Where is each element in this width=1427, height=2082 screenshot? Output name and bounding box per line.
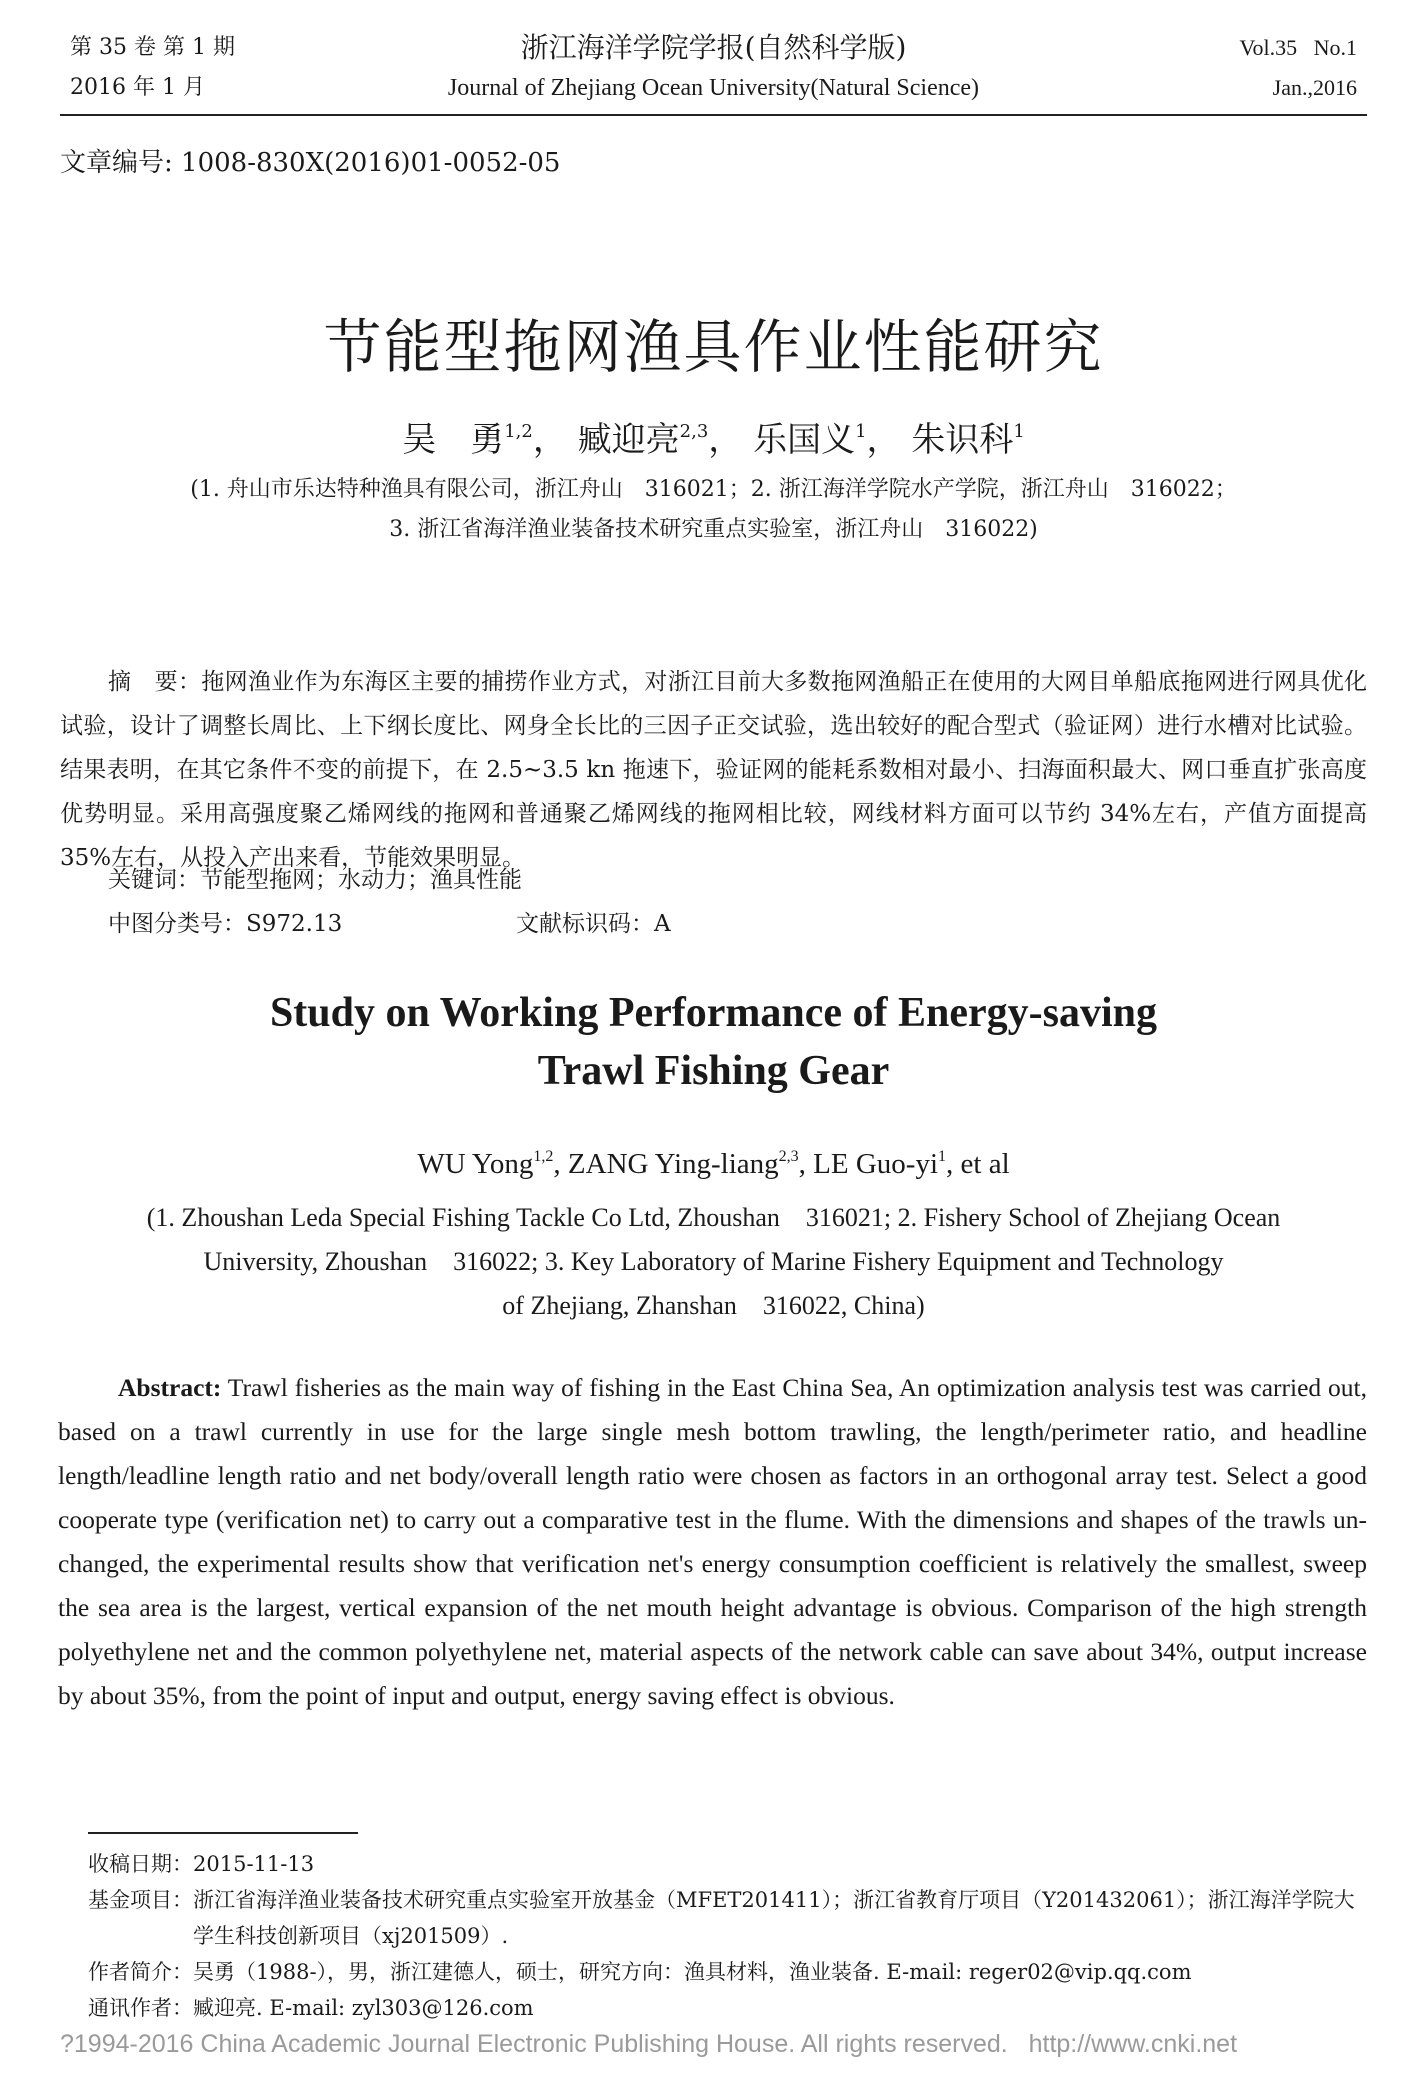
title-en-line: Trawl Fishing Gear <box>537 1048 890 1094</box>
title-cn: 节能型拖网渔具作业性能研究 <box>323 313 1104 381</box>
header-rule <box>60 114 1367 116</box>
author-en-1: WU Yong$^{1,2}$, <box>417 1148 568 1180</box>
abstract-en-label: Abstract: <box>118 1373 222 1402</box>
classification-row <box>108 904 808 944</box>
abstract-cn-text: 拖网渔业作为东海区主要的捕捞作业方式，对浙江目前大多数拖网渔船正在使用的大网目单船底拖网进行网具优化试验，设计了调整长周比、上下纲长度比、网身全长比的三因子正交试验，选出较好的配合型式（验证网）进行水槽对比试验。结果表明，在其它条件不变的前提下，在 2.5~3.5 kn 拖速下，验证网的能耗系数相对最小、扫海面积最大、网口垂直扩张高度优势明显。采用高强度聚乙烯网线的拖网和普通聚乙烯网线的拖网相比较，网线材料方面可以节约 34%左右，产值方面提高 35%左右，从投入产出来看，节能效果明显。 <box>60 669 1368 871</box>
header-right <box>1239 28 1357 108</box>
abstract-cn <box>60 660 1367 880</box>
author-cn-3: 乐国义$^1$， <box>753 420 901 460</box>
author-cn-4: 朱识科$^1$ <box>911 420 1025 460</box>
journal-name-en: Journal of Zhejiang Ocean University(Natural Science) <box>447 75 980 101</box>
title-en <box>0 984 1427 1100</box>
abstract-cn-label: 摘 要： <box>108 669 202 695</box>
copyright-watermark: ?1994-2016 China Academic Journal Electronic Publishing House. All rights reserved. http://www.cnki.net <box>60 2030 1238 2058</box>
affiliation-cn-line: (1. 舟山市乐达特种渔具有限公司，浙江舟山 316021；2. 浙江海洋学院水产学院，浙江舟山 316022； <box>190 477 1237 502</box>
footnote-author-bio: 作者简介： 吴勇（1988-），男，浙江建德人，硕士，研究方向：渔具材料，渔业装备. E-mail: reger02@vip.qq.com <box>88 1960 1192 1984</box>
affiliations-cn <box>0 470 1427 550</box>
classification-code: 中图分类号：S972.13 <box>108 911 343 937</box>
volume-issue-cn: 第 35 卷 第 1 期 <box>70 35 235 60</box>
footnotes <box>88 1846 1367 2026</box>
journal-name-cn: 浙江海洋学院学报(自然科学版) <box>520 31 907 64</box>
affiliations-en <box>0 1196 1427 1328</box>
keywords-cn: 关键词：节能型拖网；水动力；渔具性能 <box>108 867 522 893</box>
article-number: 文章编号: 1008-830X(2016)01-0052-05 <box>60 148 561 178</box>
header-center <box>60 28 1367 108</box>
footnote-received: 收稿日期： 2015-11-13 <box>88 1852 315 1876</box>
date-en: Jan.,2016 <box>1272 75 1357 100</box>
author-en-2: ZANG Ying-liang$^{2,3}$, <box>567 1148 814 1180</box>
author-cn-1: 吴 勇$^{1,2}$， <box>402 420 567 460</box>
document-id-code: 文献标识码：A <box>516 911 671 937</box>
abstract-en-text: Trawl fisheries as the main way of fishing in the East China Sea, An optimization analysis test was carried out, based on a trawl currently in use for the large single mesh bottom trawling, the length/perimeter ratio, and headline length/leadline length ratio and net body/overall length ratio were chosen as factors in an orthogonal array test. Select a good cooperate type (verification net) to carry out a comparative test in the flume. With the dimensions and shapes of the trawls un-changed, the experimental results show that verification net's energy consumption coefficient is relatively the smallest, sweep the sea area is the largest, vertical expansion of the net mouth height advantage is obvious. Comparison of the high strength polyethylene net and the common polyethylene net, material aspects of the network cable can save about 34%, output increase by about 35%, from the point of input and output, energy saving effect is obvious. <box>58 1373 1367 1710</box>
abstract-en <box>58 1366 1367 1718</box>
footnote-corresponding: 通讯作者： 臧迎亮. E-mail: zyl303@126.com <box>88 1996 534 2020</box>
affiliation-cn-line: 3. 浙江省海洋渔业装备技术研究重点实验室，浙江舟山 316022) <box>389 517 1038 542</box>
title-en-line: Study on Working Performance of Energy-saving <box>269 990 1158 1036</box>
authors-en <box>0 1148 1427 1181</box>
date-cn: 2016 年 1 月 <box>70 75 205 100</box>
author-cn-2: 臧迎亮$^{2,3}$， <box>577 420 743 460</box>
footnote-funding: 基金项目： 浙江省海洋渔业装备技术研究重点实验室开放基金（MFET201411）；浙江省教育厅项目（Y201432061）；浙江海洋学院大学生科技创新项目（xj201509）. <box>88 1888 1355 1948</box>
affiliation-en-line: (1. Zhoushan Leda Special Fishing Tackle Co Ltd, Zhoushan 316021; 2. Fishery School of Zhejiang Ocean <box>146 1203 1281 1232</box>
volume-issue-en: Vol.35 No.1 <box>1239 35 1357 60</box>
running-header <box>60 28 1367 118</box>
author-en-3: LE Guo-$yi^1$, et al <box>813 1148 1010 1180</box>
affiliation-en-line: of Zhejiang, Zhanshan 316022, China) <box>502 1291 925 1320</box>
footnote-rule <box>88 1832 358 1834</box>
affiliation-en-line: University, Zhoushan 316022; 3. Key Laboratory of Marine Fishery Equipment and Technology <box>203 1247 1224 1276</box>
authors-cn <box>0 412 1427 461</box>
